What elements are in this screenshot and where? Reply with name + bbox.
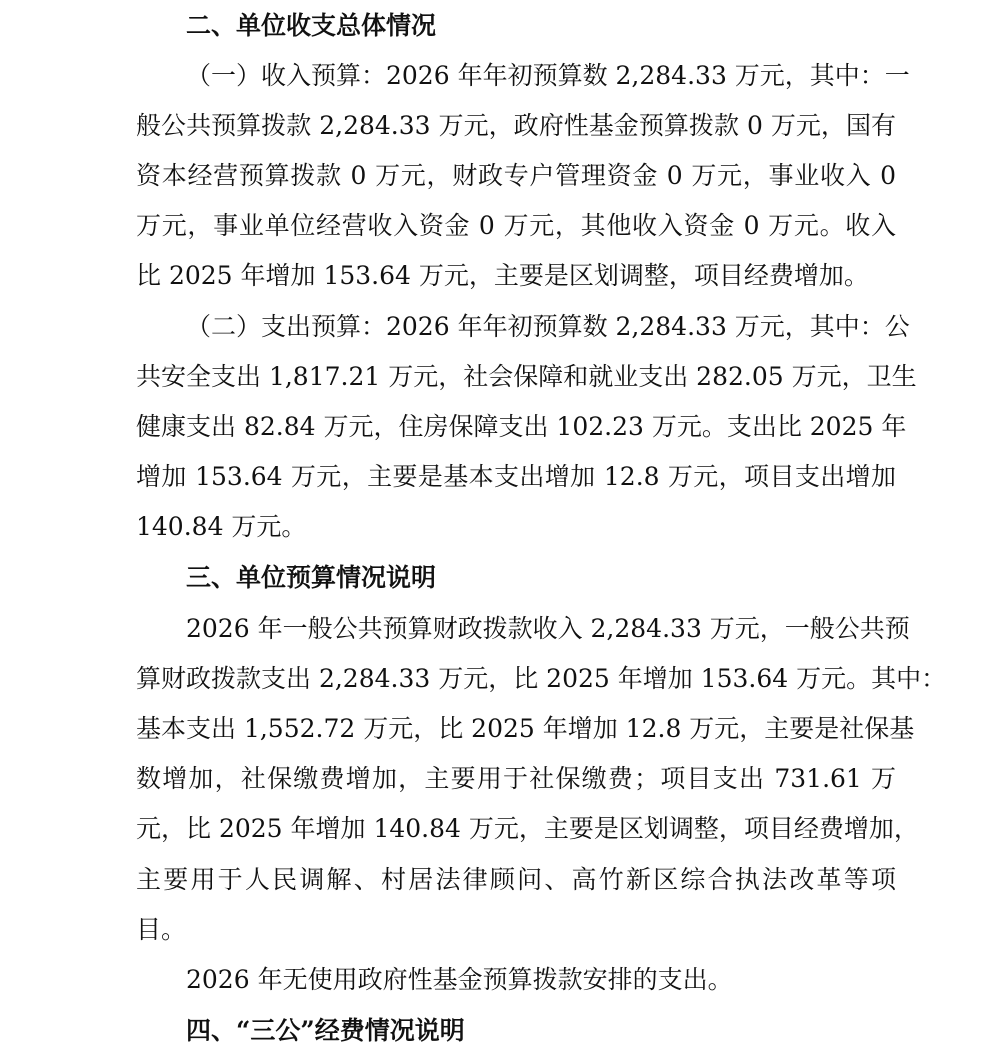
paragraph-line: 基本支出 1,552.72 万元，比 2025 年增加 12.8 万元，主要是社保基 (136, 714, 915, 743)
paragraph-line: 般公共预算拨款 2,284.33 万元，政府性基金预算拨款 0 万元，国有 (136, 111, 896, 140)
paragraph-line: 140.84 万元。 (136, 512, 307, 541)
paragraph-line: （二）支出预算：2026 年年初预算数 2,284.33 万元，其中：公 (186, 312, 910, 341)
section-heading-2: 二、单位收支总体情况 (186, 11, 437, 40)
paragraph-line: 元，比 2025 年增加 140.84 万元，主要是区划调整，项目经费增加， (136, 814, 919, 843)
section-heading-3: 三、单位预算情况说明 (186, 563, 437, 592)
paragraph-line: 资本经营预算拨款 0 万元，财政专户管理资金 0 万元，事业收入 0 (136, 161, 896, 190)
section-heading-4: 四、“三公”经费情况说明 (186, 1016, 465, 1045)
paragraph-line: 数增加，社保缴费增加，主要用于社保缴费；项目支出 731.61 万 (136, 764, 896, 793)
paragraph-line: 万元，事业单位经营收入资金 0 万元，其他收入资金 0 万元。收入 (136, 211, 896, 240)
paragraph-line: 目。 (136, 915, 187, 944)
paragraph-line: 健康支出 82.84 万元，住房保障支出 102.23 万元。支出比 2025 年 (136, 412, 907, 441)
paragraph-line: 比 2025 年增加 153.64 万元，主要是区划调整，项目经费增加。 (136, 261, 869, 290)
paragraph-line: 2026 年一般公共预算财政拨款收入 2,284.33 万元，一般公共预 (186, 614, 910, 643)
paragraph-line: 2026 年无使用政府性基金预算拨款安排的支出。 (186, 965, 733, 994)
paragraph-line: 主要用于人民调解、村居法律顾问、高竹新区综合执法改革等项 (136, 865, 896, 894)
paragraph-line: 算财政拨款支出 2,284.33 万元，比 2025 年增加 153.64 万元。其中： (136, 664, 947, 693)
paragraph-line: 增加 153.64 万元，主要是基本支出增加 12.8 万元，项目支出增加 (136, 462, 896, 491)
paragraph-line: 共安全支出 1,817.21 万元，社会保障和就业支出 282.05 万元，卫生 (136, 362, 917, 391)
paragraph-line: （一）收入预算：2026 年年初预算数 2,284.33 万元，其中：一 (186, 61, 910, 90)
